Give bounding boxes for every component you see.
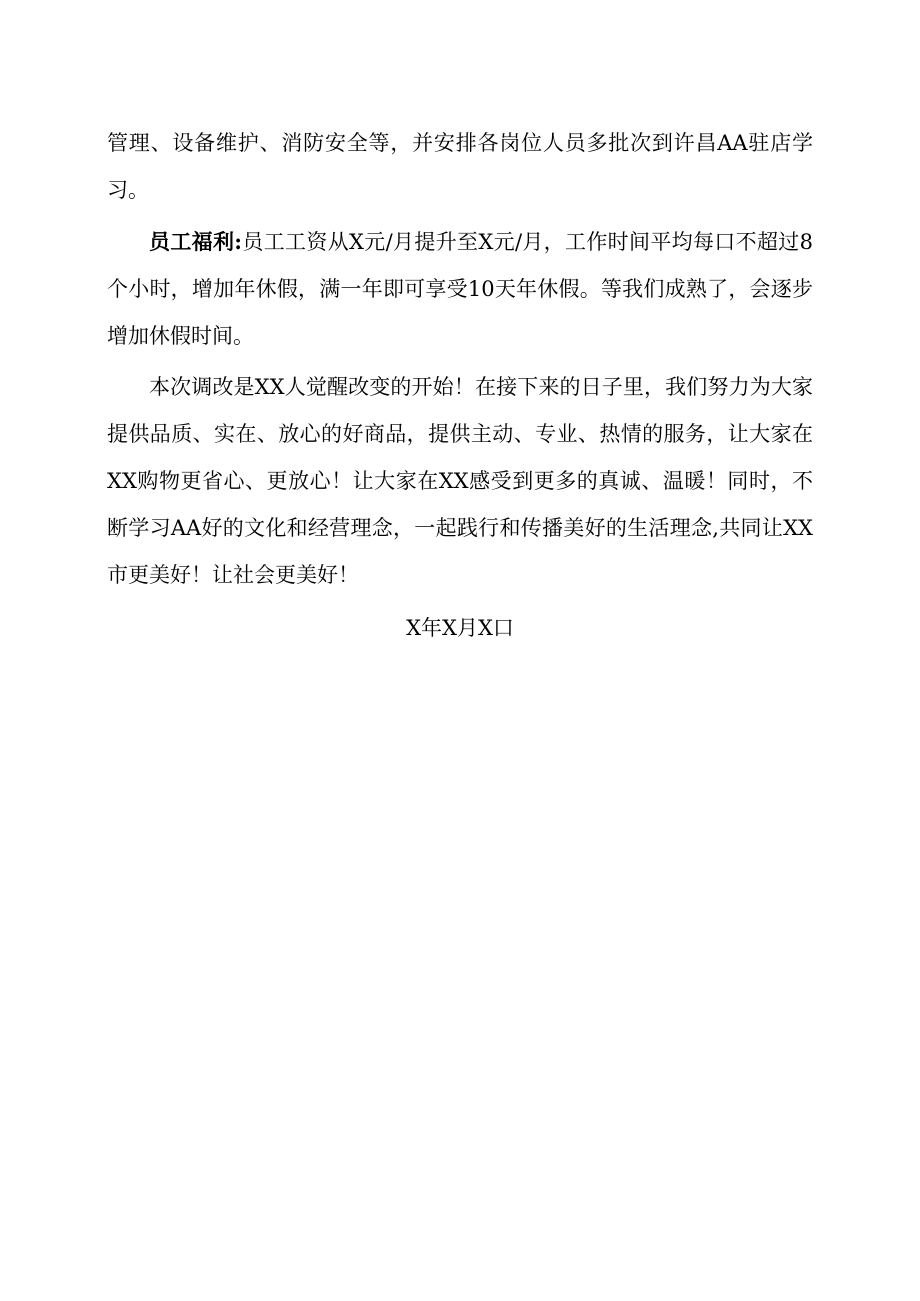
- employee-welfare-label: 员工福利:: [149, 229, 243, 254]
- document-body: [107, 120, 813, 656]
- document-date: [107, 605, 813, 652]
- paragraph-employee-welfare: [107, 218, 813, 360]
- date-text: X年X月X口: [406, 616, 514, 640]
- paragraph-training-continuation: [107, 120, 813, 214]
- paragraph-reform-summary: [107, 364, 813, 599]
- paragraph-text: 管理、设备维护、消防安全等，并安排各岗位人员多批次到许昌AA驻店学习。: [107, 131, 813, 202]
- paragraph-text: 本次调改是XX人觉醒改变的开始！在接下来的日子里，我们努力为大家提供品质、实在、放心的好商品，提供主动、专业、热情的服务，让大家在XX购物更省心、更放心！让大家在XX感受到更多的真诚、温暖！同时，不断学习AA好的文化和经营理念，一起践行和传播美好的生活理念,共同让XX市更美好！让社会更美好！: [107, 375, 813, 587]
- employee-welfare-text: 员工工资从X元/月提升至X元/月，工作时间平均每口不超过8个小时，增加年休假，满一年即可享受10天年休假。等我们成熟了，会逐步增加休假时间。: [107, 230, 813, 348]
